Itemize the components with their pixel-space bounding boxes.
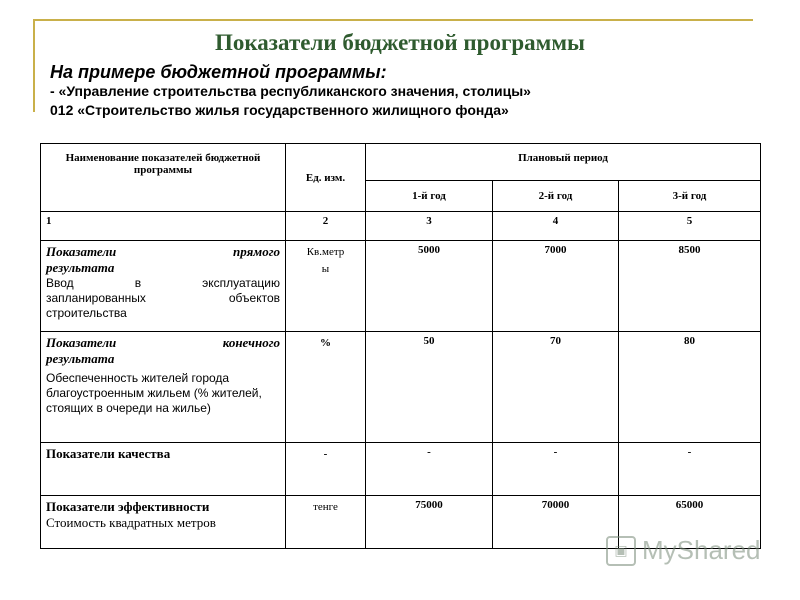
unit-cell: - [286, 443, 366, 496]
indicator-heading: результата [46, 260, 115, 275]
unit-cell [286, 241, 366, 332]
header-unit: Ед. изм. [286, 144, 366, 212]
indicator-description: строительства [46, 306, 127, 320]
indicator-heading: Показатели прямого [46, 244, 280, 259]
watermark-text: MyShared [642, 535, 761, 565]
table-header-row [41, 144, 761, 181]
indicator-cell [41, 443, 286, 496]
indicator-description: запланированных объектов [46, 291, 280, 305]
header-year-3: 3-й год [619, 180, 761, 211]
slide-title: Показатели бюджетной программы [215, 30, 585, 55]
indicator-heading: результата [46, 351, 115, 366]
indicator-heading: Показатели качества [46, 446, 171, 461]
value-year-1: 50 [366, 332, 493, 443]
unit-text: ы [321, 263, 330, 275]
indicator-heading: Показатели конечного [46, 335, 280, 350]
budget-indicators-table [40, 143, 761, 549]
value-year-3: 80 [619, 332, 761, 443]
column-number: 2 [286, 212, 366, 241]
indicator-cell [41, 496, 286, 549]
header-planned-period: Плановый период [366, 144, 761, 181]
column-number: 3 [366, 212, 493, 241]
program-code-name: 012 «Строительство жилья государственного жилищного фонда» [50, 102, 509, 118]
top-accent-line [33, 19, 753, 21]
value-year-3: 65000 [619, 496, 761, 549]
header-year-2: 2-й год [493, 180, 619, 211]
example-intro: На примере бюджетной программы: [50, 62, 387, 82]
indicator-cell [41, 332, 286, 443]
indicator-heading: Показатели эффективности [46, 499, 210, 514]
value-year-3: 8500 [619, 241, 761, 332]
indicator-description: Стоимость квадратных метров [46, 515, 216, 530]
column-numbers-row [41, 212, 761, 241]
presentation-board-icon: ▣ [606, 536, 636, 566]
value-year-3: - [619, 443, 761, 496]
value-year-1: 5000 [366, 241, 493, 332]
value-year-2: 70 [493, 332, 619, 443]
column-number: 1 [41, 212, 286, 241]
unit-cell: % [286, 332, 366, 443]
column-number: 5 [619, 212, 761, 241]
column-number: 4 [493, 212, 619, 241]
watermark [606, 535, 761, 566]
value-year-2: - [493, 443, 619, 496]
unit-cell: тенге [286, 496, 366, 549]
header-indicator-name: Наименование показателей бюджетной программы [41, 144, 286, 212]
indicator-cell [41, 241, 286, 332]
indicator-description: Обеспеченность жителей города благоустроенным жильем (% жителей, стоящих в очереди на жилье) [46, 371, 262, 415]
program-administrator: - «Управление строительства республиканского значения, столицы» [50, 83, 531, 99]
value-year-2: 7000 [493, 241, 619, 332]
table-row-final-result [41, 332, 761, 443]
indicator-description: Ввод в эксплуатацию [46, 276, 280, 290]
unit-text: Кв.метр [306, 246, 345, 258]
table-row-direct-result [41, 241, 761, 332]
value-year-2: 70000 [493, 496, 619, 549]
table-row-quality [41, 443, 761, 496]
header-year-1: 1-й год [366, 180, 493, 211]
value-year-1: - [366, 443, 493, 496]
value-year-1: 75000 [366, 496, 493, 549]
